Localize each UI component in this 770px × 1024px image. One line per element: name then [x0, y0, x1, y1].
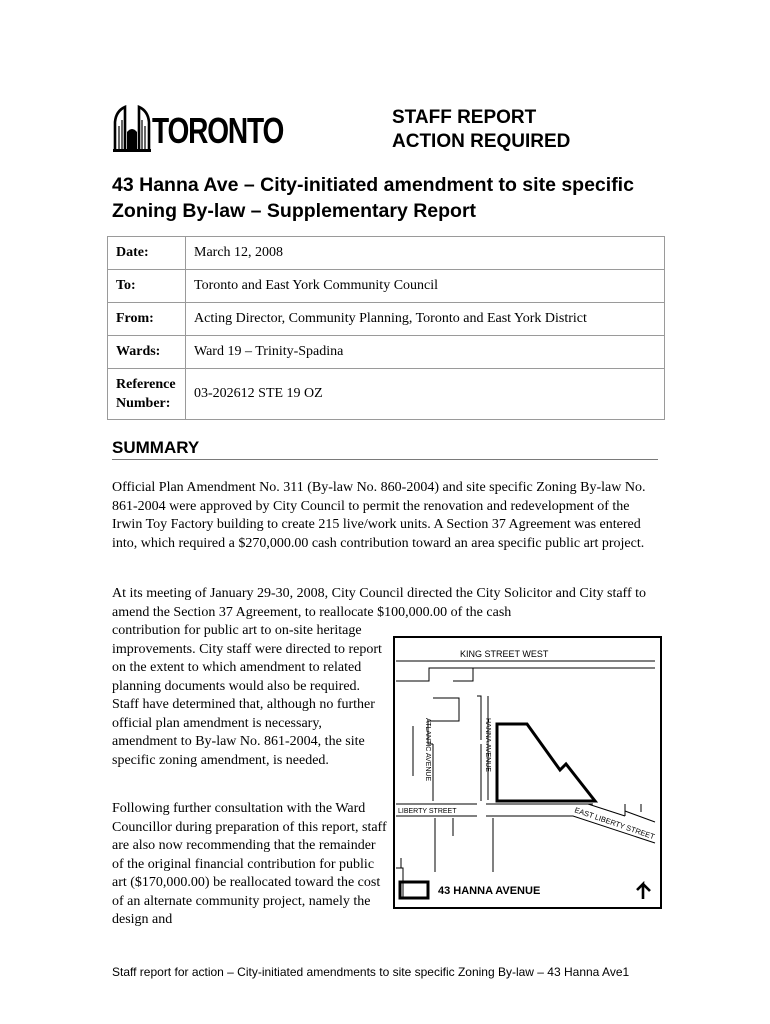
- street-label-atlantic: ATLANTIC AVENUE: [424, 718, 431, 782]
- street-label-king: KING STREET WEST: [460, 649, 549, 659]
- map-drawing: [393, 636, 662, 909]
- map-frame: [394, 637, 661, 908]
- logo-wordmark: TORONTO: [152, 110, 284, 151]
- summary-paragraph-3: Following further consultation with the Ward Councillor during preparation of this report, staff are also now recommending that the remainder of the original financial contribution for public art ($170,000.00) be reallocated toward the cost of an alternate community project, namely the design and: [112, 801, 387, 927]
- info-row-from: [108, 303, 665, 336]
- info-row-to: [108, 270, 665, 303]
- site-location-map: [393, 636, 662, 909]
- wards-value: Ward 19 – Trinity-Spadina: [186, 336, 665, 369]
- action-required: ACTION REQUIRED: [392, 131, 571, 152]
- to-label: To:: [108, 270, 186, 303]
- date-label: Date:: [108, 237, 186, 270]
- wards-label: Wards:: [108, 336, 186, 369]
- summary-paragraph-1: Official Plan Amendment No. 311 (By-law No. 860-2004) and site specific Zoning By-law No. 861-2004 were approved by City Council to permit the renovation and redevelopment of the Irwin Toy Factory building to create 215 live/work units. A Section 37 Agreement was entered into, which required a $270,000.00 cash contribution toward an area specific public art project.: [112, 480, 646, 551]
- to-value: Toronto and East York Community Council: [186, 270, 665, 303]
- page-number: 1: [622, 965, 630, 979]
- date-value: March 12, 2008: [186, 237, 665, 270]
- page-title: 43 Hanna Ave – City-initiated amendment to site specific Zoning By-law – Supplementary Report: [112, 174, 634, 222]
- reference-label-line-2: Number:: [116, 396, 171, 411]
- reference-value: 03-202612 STE 19 OZ: [186, 369, 665, 420]
- reference-label: [108, 369, 186, 420]
- city-hall-icon: [112, 102, 152, 154]
- street-label-liberty: LIBERTY STREET: [398, 808, 457, 815]
- info-row-date: [108, 237, 665, 270]
- summary-paragraph-2-wrapped: contribution for public art to on-site heritage improvements. City staff were directed to report on the extent to which amendment to related planning documents would also be required. Staff have determined that, although no further official plan amendment is necessary, amendment to By-law No. 861-2004, the site specific zoning amendment, is needed.: [112, 623, 382, 768]
- footer-text: Staff report for action – City-initiated amendments to site specific Zoning By-law – 43 Hanna Ave: [112, 965, 623, 979]
- reference-label-line-1: Reference: [116, 377, 176, 392]
- legend-label: 43 HANNA AVENUE: [438, 885, 541, 897]
- report-header: [392, 106, 570, 154]
- info-row-reference: [108, 369, 665, 420]
- street-label-hanna: HANNA AVENUE: [484, 718, 491, 772]
- city-of-toronto-logo: [112, 102, 284, 154]
- from-value: Acting Director, Community Planning, Toronto and East York District: [186, 303, 665, 336]
- summary-heading: SUMMARY: [112, 437, 658, 460]
- report-type: STAFF REPORT: [392, 107, 537, 128]
- report-info-table: [107, 236, 665, 420]
- street-label-east-liberty: EAST LIBERTY STREET: [573, 805, 656, 842]
- page-footer: [112, 964, 672, 980]
- summary-paragraph-2-full: At its meeting of January 29-30, 2008, City Council directed the City Solicitor and City staff to amend the Section 37 Agreement, to reallocate $100,000.00 of the cash: [112, 586, 647, 620]
- from-label: From:: [108, 303, 186, 336]
- info-row-wards: [108, 336, 665, 369]
